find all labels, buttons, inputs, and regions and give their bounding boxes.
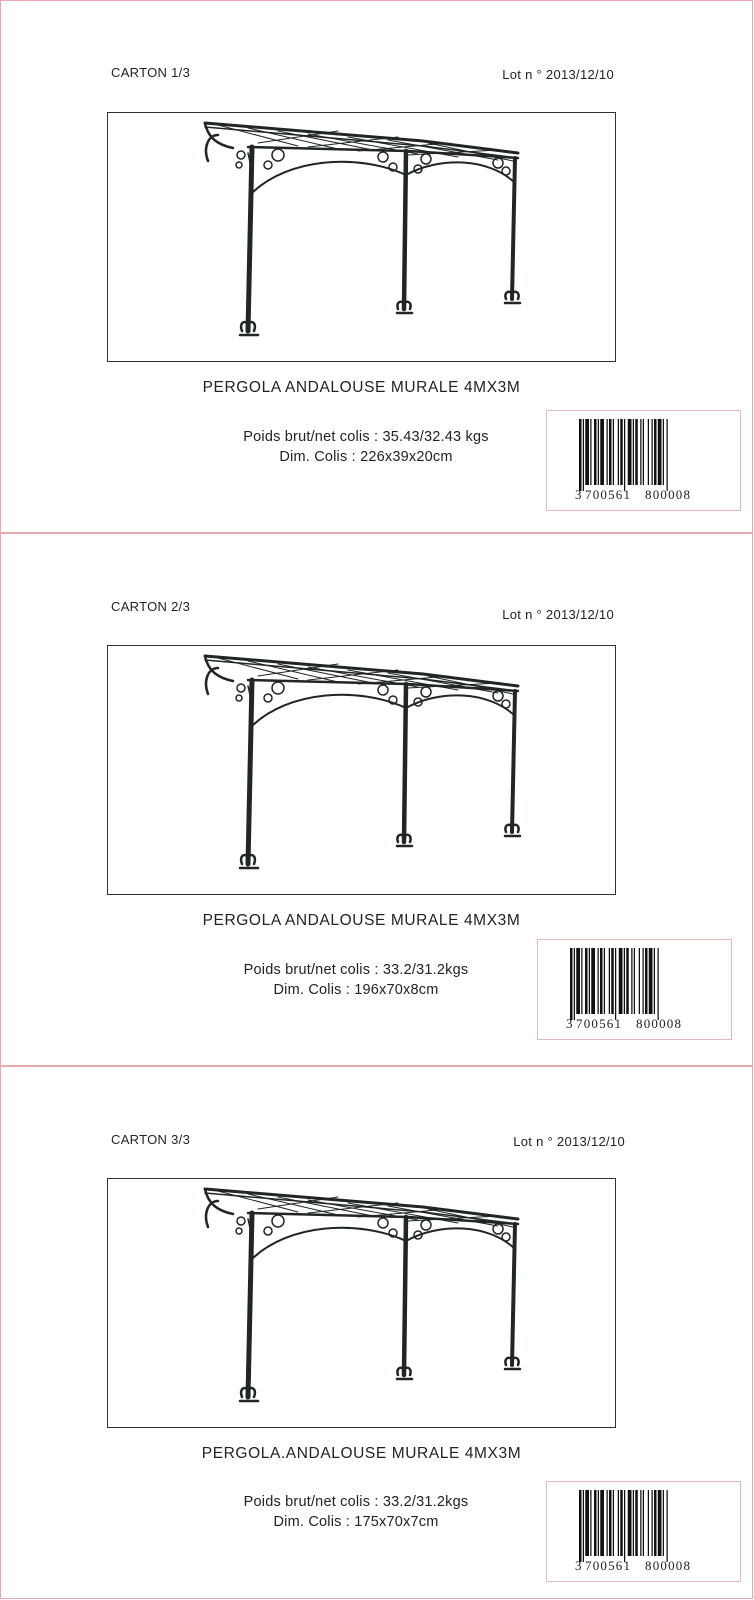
lot-number: Lot n ° 2013/12/10 xyxy=(513,1134,625,1149)
package-dimensions: Dim. Colis : 226x39x20cm xyxy=(279,449,453,465)
barcode-bar xyxy=(643,1490,644,1556)
barcode-bar xyxy=(628,1490,632,1556)
barcode-bars xyxy=(579,419,668,491)
barcode-bars xyxy=(579,1490,668,1562)
package-specs xyxy=(191,960,521,1000)
barcode-digits-mid: 700561 xyxy=(585,487,632,502)
barcode-digit-left: 3 xyxy=(566,1016,573,1031)
package-weight: Poids brut/net colis : 33.2/31.2kgs xyxy=(243,1494,469,1510)
carton-number: CARTON 1/3 xyxy=(111,65,191,80)
barcode-bars xyxy=(570,948,659,1020)
barcode-bar xyxy=(609,948,610,1014)
barcode-bar xyxy=(624,1490,625,1562)
barcode-bar xyxy=(600,419,604,485)
barcode-bar xyxy=(585,419,589,485)
barcode-bar xyxy=(620,419,623,485)
barcode-digits-mid: 700561 xyxy=(585,1558,632,1573)
barcode-bar xyxy=(654,1490,657,1556)
product-image xyxy=(107,112,616,362)
barcode-bar xyxy=(639,948,640,1014)
barcode-bar xyxy=(594,419,597,485)
barcode-bar xyxy=(654,419,657,485)
barcode xyxy=(546,410,741,511)
barcode-bar xyxy=(649,948,653,1014)
barcode-digits-right: 800008 xyxy=(645,1558,692,1573)
barcode-bar xyxy=(585,1490,589,1556)
barcode-bar xyxy=(633,419,634,485)
barcode xyxy=(537,939,732,1040)
barcode-bar xyxy=(635,1490,638,1556)
barcode-bar xyxy=(590,1490,591,1556)
product-name: PERGOLA.ANDALOUSE MURALE 4MX3M xyxy=(201,1445,522,1462)
barcode-bar xyxy=(581,948,582,1014)
carton-number: CARTON 2/3 xyxy=(111,599,191,614)
barcode-bar xyxy=(626,948,629,1014)
barcode-bar xyxy=(624,419,625,491)
barcode-bar xyxy=(589,948,590,1014)
barcode-bar xyxy=(619,948,623,1014)
carton-label-1 xyxy=(0,0,753,533)
barcode-bar xyxy=(590,419,591,485)
lot-number: Lot n ° 2013/12/10 xyxy=(502,607,614,622)
barcode xyxy=(546,1481,741,1582)
product-name: PERGOLA ANDALOUSE MURALE 4MX3M xyxy=(202,912,521,929)
barcode-bar xyxy=(609,1490,612,1556)
barcode-bar xyxy=(658,419,662,485)
package-weight: Poids brut/net colis : 33.2/31.2kgs xyxy=(243,962,469,978)
carton-label-2 xyxy=(0,533,753,1066)
barcode-bar xyxy=(613,419,614,485)
barcode-bar xyxy=(635,419,638,485)
barcode-bar xyxy=(574,948,575,1020)
barcode-bar xyxy=(658,1490,662,1556)
barcode-digit-left: 3 xyxy=(575,1558,582,1573)
carton-number: CARTON 3/3 xyxy=(111,1132,191,1147)
barcode-bar xyxy=(667,419,668,491)
barcode-bar xyxy=(594,1490,597,1556)
barcode-bar xyxy=(579,1490,582,1562)
barcode-bar xyxy=(611,948,614,1014)
barcode-digits-mid: 700561 xyxy=(576,1016,623,1031)
barcode-bar xyxy=(600,948,603,1014)
barcode-bar xyxy=(667,1490,668,1562)
barcode-bar xyxy=(609,419,612,485)
barcode-bar xyxy=(648,419,649,485)
barcode-bar xyxy=(652,1490,653,1556)
product-name: PERGOLA ANDALOUSE MURALE 4MX3M xyxy=(202,379,521,396)
barcode-bar xyxy=(585,948,588,1014)
package-dimensions: Dim. Colis : 175x70x7cm xyxy=(273,1514,439,1530)
product-image xyxy=(107,645,616,895)
barcode-digit-left: 3 xyxy=(575,487,582,502)
barcode-bar xyxy=(591,948,595,1014)
barcode-bar xyxy=(648,1490,649,1556)
barcode-bar xyxy=(643,419,644,485)
barcode-bar xyxy=(640,1490,641,1556)
barcode-bar xyxy=(598,948,599,1014)
barcode-bar xyxy=(583,1490,584,1562)
package-specs xyxy=(201,427,531,467)
carton-label-3 xyxy=(0,1066,753,1599)
barcode-bar xyxy=(634,948,635,1014)
barcode-bar xyxy=(652,419,653,485)
barcode-bar xyxy=(663,1490,664,1556)
barcode-bar xyxy=(618,1490,619,1556)
barcode-bar xyxy=(658,948,659,1020)
barcode-bar xyxy=(607,419,608,485)
barcode-bar xyxy=(570,948,573,1020)
barcode-bar xyxy=(583,419,584,491)
barcode-bar xyxy=(598,419,599,485)
barcode-bar xyxy=(576,948,580,1014)
barcode-bar xyxy=(598,1490,599,1556)
barcode-bar xyxy=(633,1490,634,1556)
barcode-digits-right: 800008 xyxy=(636,1016,683,1031)
package-specs xyxy=(191,1492,521,1532)
barcode-bar xyxy=(628,419,632,485)
package-dimensions: Dim. Colis : 196x70x8cm xyxy=(273,982,439,998)
barcode-bar xyxy=(640,419,641,485)
barcode-bar xyxy=(663,419,664,485)
barcode-bar xyxy=(631,948,632,1014)
barcode-digits-right: 800008 xyxy=(645,487,692,502)
barcode-bar xyxy=(604,948,605,1014)
barcode-bar xyxy=(615,948,616,1020)
barcode-bar xyxy=(618,419,619,485)
lot-number: Lot n ° 2013/12/10 xyxy=(502,67,614,82)
barcode-bar xyxy=(620,1490,623,1556)
barcode-bar xyxy=(600,1490,604,1556)
barcode-bar xyxy=(624,948,625,1014)
package-weight: Poids brut/net colis : 35.43/32.43 kgs xyxy=(243,429,489,445)
barcode-bar xyxy=(643,948,644,1014)
barcode-bar xyxy=(645,948,648,1014)
barcode-bar xyxy=(654,948,655,1014)
barcode-bar xyxy=(607,1490,608,1556)
product-image xyxy=(107,1178,616,1428)
barcode-bar xyxy=(579,419,582,491)
barcode-bar xyxy=(613,1490,614,1556)
